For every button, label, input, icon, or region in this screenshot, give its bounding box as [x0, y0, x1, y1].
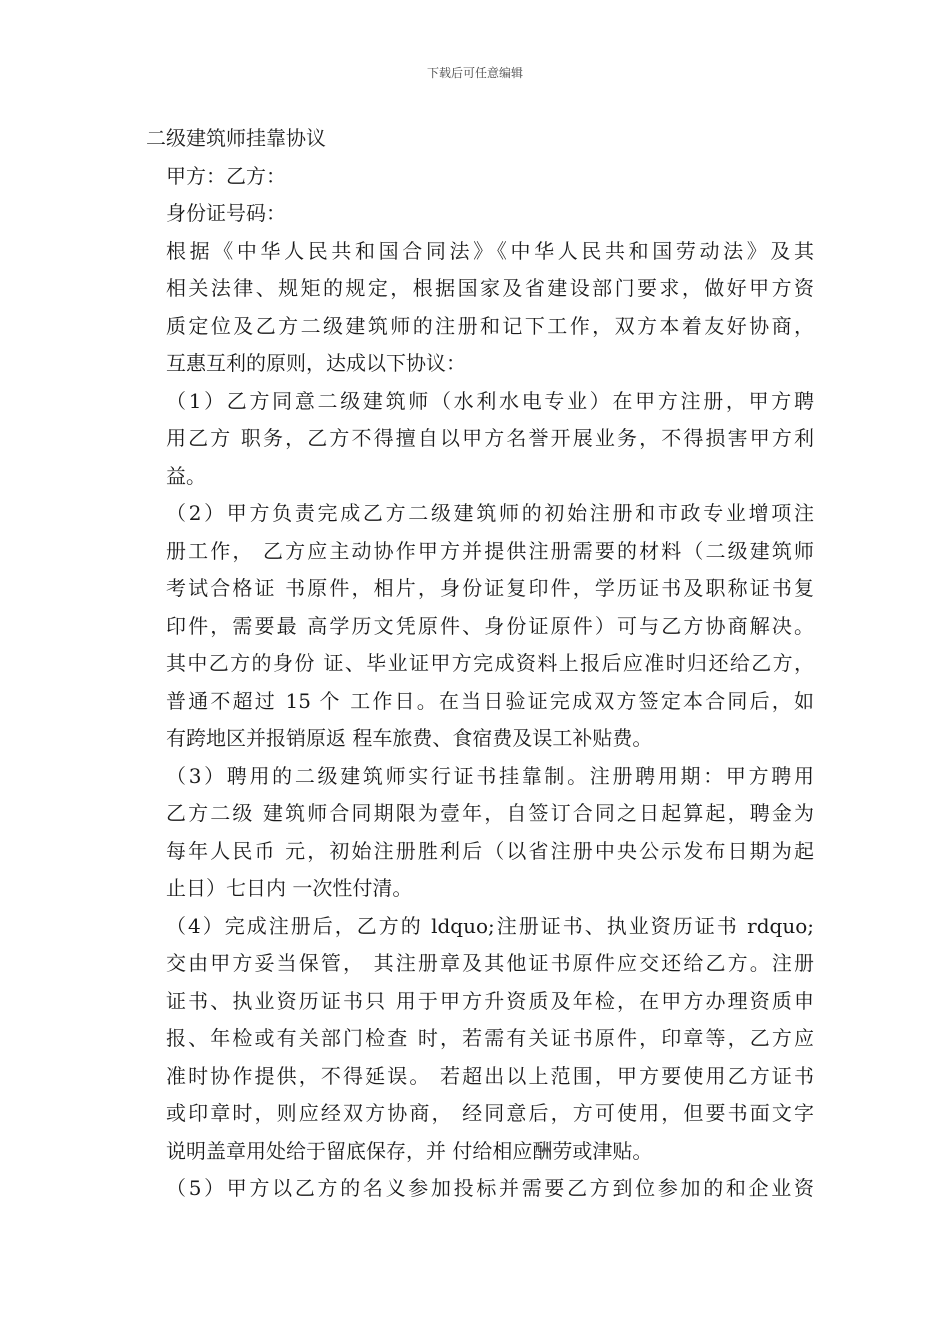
clause-line: （1）乙方同意二级建筑师（水利水电专业）在甲方注册，甲方聘 — [166, 388, 814, 413]
clause-line: 证书、执业资历证书只 用于甲方升资质及年检，在甲方办理资质申 — [166, 988, 814, 1013]
clause-line: 册工作， 乙方应主动协作甲方并提供注册需要的材料（二级建筑师 — [166, 538, 814, 563]
clause-4 — [146, 908, 814, 1171]
party-line: 甲方：乙方： — [166, 163, 286, 188]
clause-line: （3）聘用的二级建筑师实行证书挂靠制。注册聘用期：甲方聘用 — [166, 763, 814, 788]
clause-5 — [146, 1170, 814, 1208]
clause-line: 说明盖章用处给于留底保存，并 付给相应酬劳或津贴。 — [166, 1138, 653, 1163]
clause-line: 止日）七日内 一次性付清。 — [166, 876, 413, 900]
clause-1 — [146, 383, 814, 496]
clause-line: 准时协作提供，不得延误。 若超出以上范围，甲方要使用乙方证书 — [166, 1063, 814, 1088]
preamble-paragraph — [146, 233, 814, 383]
clause-line: （5）甲方以乙方的名义参加投标并需要乙方到位参加的和企业资 — [166, 1176, 814, 1200]
clause-line: （2）甲方负责完成乙方二级建筑师的初始注册和市政专业增项注 — [166, 501, 814, 525]
preamble-line: 质定位及乙方二级建筑师的注册和记下工作，双方本着友好协商， — [166, 313, 814, 338]
clause-line: 印件，需要最 高学历文凭原件、身份证原件）可与乙方协商解决。 — [166, 613, 814, 638]
clause-3 — [146, 758, 814, 908]
clause-line: 其中乙方的身份 证、毕业证甲方完成资料上报后应准时归还给乙方， — [166, 651, 814, 675]
clause-2 — [146, 495, 814, 758]
document-body — [146, 120, 814, 1208]
clause-line: 报、年检或有关部门检查 时，若需有关证书原件，印章等，乙方应 — [166, 1026, 814, 1050]
clause-line: 普通不超过 15 个 工作日。在当日验证完成双方签定本合同后，如 — [166, 688, 814, 713]
preamble-line: 互惠互利的原则，达成以下协议： — [166, 351, 466, 375]
page-header-note: 下载后可任意编辑 — [426, 66, 523, 80]
clause-line: 用乙方 职务，乙方不得擅自以甲方名誉开展业务，不得损害甲方利 — [166, 426, 814, 450]
document-title: 二级建筑师挂靠协议 — [146, 126, 326, 150]
clause-line: 考试合格证 书原件，相片，身份证复印件，学历证书及职称证书复 — [166, 576, 814, 600]
clause-line: 交由甲方妥当保管， 其注册章及其他证书原件应交还给乙方。注册 — [166, 951, 814, 975]
clause-line: 或印章时，则应经双方协商， 经同意后，方可使用，但要书面文字 — [166, 1101, 814, 1125]
clause-line: 每年人民币 元，初始注册胜利后（以省注册中央公示发布日期为起 — [166, 838, 814, 863]
clause-line: （4）完成注册后，乙方的 ldquo;注册证书、执业资历证书 rdquo; — [166, 913, 814, 938]
clause-line: 乙方二级 建筑师合同期限为壹年，自签订合同之日起算起，聘金为 — [166, 801, 814, 825]
clause-line: 有跨地区并报销原返 程车旅费、食宿费及误工补贴费。 — [166, 726, 653, 750]
id-number-line: 身份证号码： — [166, 201, 286, 225]
preamble-line: 根据《中华人民共和国合同法》《中华人民共和国劳动法》及其 — [166, 238, 814, 263]
preamble-line: 相关法律、规矩的规定，根据国家及省建设部门要求，做好甲方资 — [166, 276, 814, 300]
clause-line: 益。 — [166, 463, 206, 488]
